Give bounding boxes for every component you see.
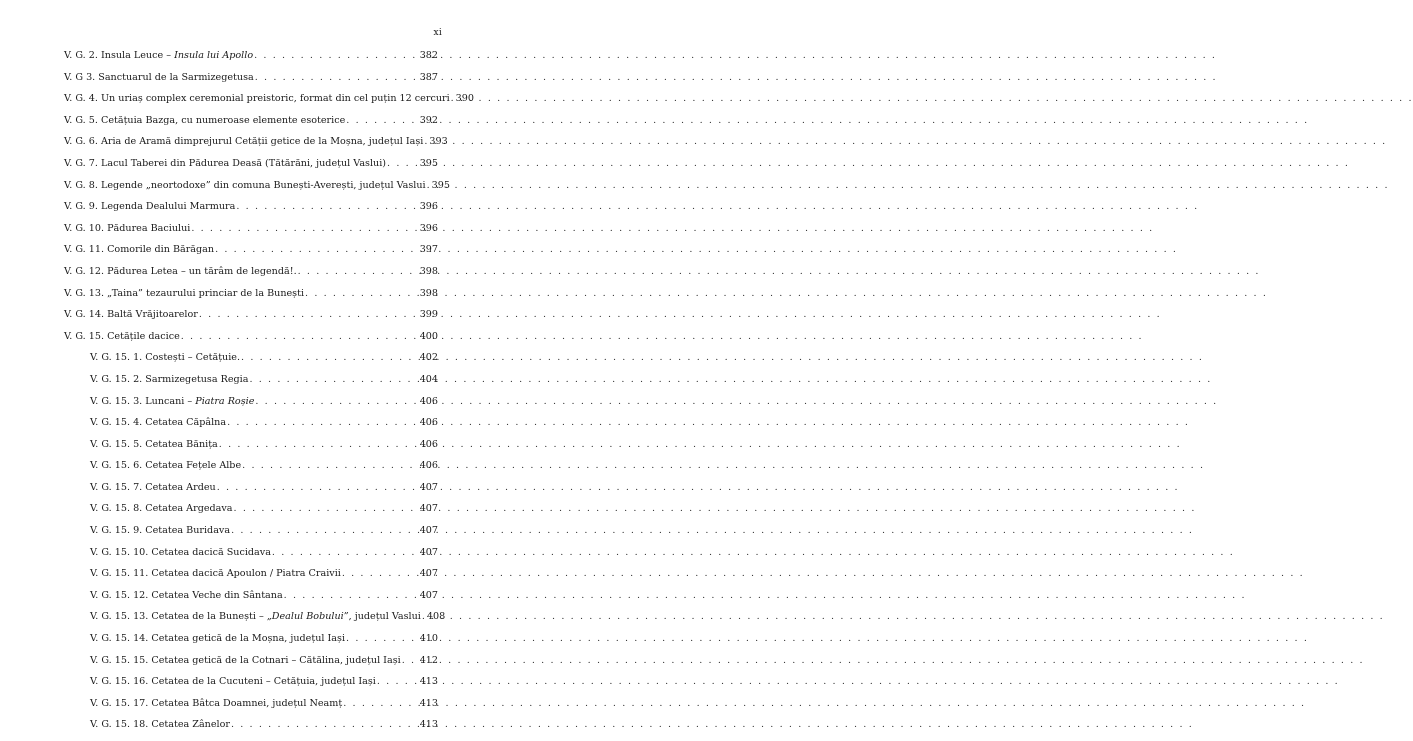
page-number: xi xyxy=(433,28,442,38)
toc-entry-title-italic: Insula lui Apollo xyxy=(174,50,254,61)
toc-entry-title xyxy=(64,115,345,126)
toc-entry-title-text: V. G. 15. 16. Cetatea de la Cucuteni – Cetățuia, județul Iași xyxy=(90,676,376,688)
toc-entry-title xyxy=(64,136,423,147)
toc-dot-leader xyxy=(272,547,419,558)
toc-entry-page: 406 xyxy=(419,395,438,407)
toc-dot-leader xyxy=(342,568,419,579)
toc-entry-title-text: V. G. 10. Pădurea Baciului xyxy=(64,222,191,234)
toc-entry-title xyxy=(90,460,241,471)
toc-entry-title-text: V. G. 15. 6. Cetatea Fețele Albe xyxy=(90,460,242,472)
toc-dot-leader xyxy=(254,50,419,61)
toc-entry[interactable] xyxy=(64,590,438,612)
toc-entry[interactable] xyxy=(64,568,438,590)
toc-entry-page: 397 xyxy=(419,244,438,256)
toc-dot-leader xyxy=(217,482,419,493)
toc-dot-leader xyxy=(298,266,419,277)
toc-entry-title-text: , județul Vaslui xyxy=(348,611,421,623)
toc-entry-title xyxy=(64,158,386,169)
toc-entry-title xyxy=(90,633,345,644)
toc-dot-leader xyxy=(427,180,431,191)
toc-entry-title xyxy=(90,568,341,579)
toc-entry-page: 402 xyxy=(419,352,438,364)
toc-entry-page: 400 xyxy=(419,330,438,342)
toc-entry-page: 408 xyxy=(426,611,446,623)
toc-entry-title-text: V. G. 15. 10. Cetatea dacică Sucidava xyxy=(90,546,271,558)
toc-dot-leader xyxy=(422,611,426,622)
toc-dot-leader xyxy=(402,655,419,666)
toc-entry-title xyxy=(64,180,426,191)
toc-entry-title xyxy=(90,547,271,558)
toc-entry[interactable] xyxy=(64,460,438,482)
toc-entry-page: 395 xyxy=(431,179,450,191)
toc-entry-title-text: V. G. 4. Un uriaș complex ceremonial preistoric, format din cel puțin 12 cercuri xyxy=(64,93,450,105)
toc-dot-leader xyxy=(255,72,419,83)
toc-entry-title-text: V. G 3. Sanctuarul de la Sarmizegetusa xyxy=(64,71,254,83)
toc-entry[interactable] xyxy=(64,223,438,245)
toc-entry-title xyxy=(64,72,254,83)
toc-entry-page: 407 xyxy=(419,481,438,493)
toc-entry-page: 396 xyxy=(419,222,438,234)
toc-entry-page: 392 xyxy=(419,114,438,126)
toc-dot-leader xyxy=(227,417,419,428)
toc-entry[interactable] xyxy=(64,676,438,698)
toc-entry-title-text: V. G. 15. 18. Cetatea Zânelor xyxy=(90,719,230,731)
toc-entry[interactable] xyxy=(64,352,438,374)
toc-entry-page: 395 xyxy=(419,157,438,169)
toc-entry-title-text: V. G. 15. 17. Cetatea Bâtca Doamnei, județul Neamț xyxy=(90,697,343,709)
toc-dot-leader xyxy=(387,158,419,169)
toc-entry-page: 407 xyxy=(419,589,438,601)
toc-entry[interactable] xyxy=(64,439,438,461)
toc-dot-leader xyxy=(181,331,419,342)
toc-entry[interactable] xyxy=(64,244,438,266)
toc-entry-title-text: V. G. 15. 7. Cetatea Ardeu xyxy=(90,481,216,493)
toc-entry[interactable] xyxy=(64,374,438,396)
toc-entry-title-text: V. G. 15. 5. Cetatea Bănița xyxy=(90,438,218,450)
toc-entry-title xyxy=(90,352,240,363)
toc-entry[interactable] xyxy=(64,482,438,504)
toc-entry-title xyxy=(90,698,342,709)
toc-dot-leader xyxy=(241,352,419,363)
toc-entry-title-text: V. G. 15. 1. Costești – Cetățuie. xyxy=(90,352,241,364)
toc-entry[interactable] xyxy=(64,655,438,677)
toc-entry-title xyxy=(64,93,450,104)
toc-entry[interactable] xyxy=(64,417,438,439)
toc-entry-page: 413 xyxy=(419,676,438,688)
toc-entry[interactable] xyxy=(64,525,438,547)
toc-entry[interactable] xyxy=(64,547,438,569)
toc-dot-leader xyxy=(219,439,419,450)
toc-entry-title xyxy=(64,266,297,277)
toc-entry[interactable] xyxy=(64,136,448,158)
toc-entry-title xyxy=(64,201,235,212)
toc-entry-title-text: V. G. 15. 8. Cetatea Argedava xyxy=(90,503,233,515)
toc-entry-page: 406 xyxy=(419,438,438,450)
toc-entry-page: 387 xyxy=(419,71,438,83)
toc-entry-page: 404 xyxy=(419,373,438,385)
toc-dot-leader xyxy=(234,503,419,514)
toc-dot-leader xyxy=(199,309,419,320)
toc-entry[interactable] xyxy=(64,331,438,353)
toc-entry[interactable] xyxy=(64,50,438,72)
toc-entry-title xyxy=(90,719,230,730)
toc-entry-page: 412 xyxy=(419,654,438,666)
toc-dot-leader xyxy=(191,223,418,234)
toc-dot-leader xyxy=(343,698,418,709)
toc-entry-page: 406 xyxy=(419,417,438,429)
toc-entry-title xyxy=(64,288,304,299)
toc-entry-page: 406 xyxy=(419,460,438,472)
toc-entry-page: 399 xyxy=(419,309,438,321)
toc-entry[interactable] xyxy=(64,158,438,180)
toc-entry-title xyxy=(64,50,253,61)
toc-entry[interactable] xyxy=(64,93,474,115)
toc-entry[interactable] xyxy=(64,288,438,310)
toc-entry[interactable] xyxy=(64,309,438,331)
toc-entry[interactable] xyxy=(64,611,446,633)
toc-dot-leader xyxy=(424,136,428,147)
toc-entry[interactable] xyxy=(64,179,450,202)
table-of-contents xyxy=(64,50,474,741)
toc-entry[interactable] xyxy=(64,72,438,94)
toc-entry[interactable] xyxy=(64,503,438,525)
toc-entry-page: 393 xyxy=(429,136,448,148)
toc-dot-leader xyxy=(236,201,418,212)
toc-entry[interactable] xyxy=(64,719,438,741)
toc-dot-leader xyxy=(255,396,418,407)
toc-entry-title-text: V. G. 13. „Taina” tezaurului princiar de la Bunești xyxy=(64,287,305,299)
toc-entry-title-text: V. G. 5. Cetățuia Bazga, cu numeroase elemente esoterice xyxy=(64,114,346,126)
toc-entry-page: 407 xyxy=(419,525,438,537)
toc-entry-page: 396 xyxy=(419,201,438,213)
toc-entry-page: 407 xyxy=(419,568,438,580)
toc-entry-title-text: V. G. 12. Pădurea Letea – un tărâm de legendă!. xyxy=(64,265,297,277)
toc-dot-leader xyxy=(215,244,419,255)
toc-entry[interactable] xyxy=(64,266,438,288)
toc-entry-title xyxy=(90,374,248,385)
toc-entry-title xyxy=(64,331,180,342)
toc-entry-title xyxy=(64,309,198,320)
toc-entry-title xyxy=(90,590,283,601)
toc-entry-title-text: V. G. 15. 11. Cetatea dacică Apoulon / Piatra Craivii xyxy=(90,568,341,580)
toc-entry-title-text: V. G. 15. 13. Cetatea de la Bunești – xyxy=(90,611,267,623)
toc-entry-title-text: V. G. 8. Legende „neortodoxe” din comuna Bunești-Averești, județul Vaslui xyxy=(64,179,426,191)
toc-entry-title xyxy=(90,525,230,536)
toc-entry-page: 390 xyxy=(455,93,474,105)
toc-dot-leader xyxy=(231,719,419,730)
toc-entry-title-text: V. G. 15. 12. Cetatea Veche din Sântana xyxy=(90,589,283,601)
toc-entry-page: 410 xyxy=(419,633,438,645)
toc-entry-title-text: V. G. 14. Baltă Vrăjitoarelor xyxy=(64,309,198,321)
toc-entry-title xyxy=(90,503,233,514)
toc-dot-leader xyxy=(377,676,419,687)
toc-entry-page: 407 xyxy=(419,546,438,558)
toc-entry[interactable] xyxy=(64,201,438,223)
toc-dot-leader xyxy=(249,374,418,385)
toc-entry-page: 407 xyxy=(419,503,438,515)
toc-entry-page: 382 xyxy=(419,50,438,61)
toc-entry-title-text: V. G. 6. Aria de Aramă dimprejurul Cetății getice de la Moșna, județul Iași xyxy=(64,136,424,148)
toc-entry-title xyxy=(90,396,254,407)
toc-entry-title-text: V. G. 15. 2. Sarmizegetusa Regia xyxy=(90,373,249,385)
toc-entry[interactable] xyxy=(64,633,438,655)
toc-entry-title-text: V. G. 2. Insula Leuce – xyxy=(64,50,175,61)
toc-entry-title-text: V. G. 15. 4. Cetatea Căpâlna xyxy=(90,417,227,429)
toc-entry-title xyxy=(90,417,226,428)
toc-dot-leader xyxy=(346,115,418,126)
toc-entry-title xyxy=(64,244,214,255)
toc-dot-leader xyxy=(346,633,419,644)
toc-entry[interactable] xyxy=(64,115,438,137)
toc-entry-page: 413 xyxy=(419,697,438,709)
toc-entry-title xyxy=(90,611,421,622)
toc-entry-page: 413 xyxy=(419,719,438,731)
toc-entry-page: 398 xyxy=(419,265,438,277)
toc-entry-title xyxy=(90,676,376,687)
toc-dot-leader xyxy=(284,590,419,601)
toc-entry-title-text: V. G. 9. Legenda Dealului Marmura xyxy=(64,201,236,213)
toc-dot-leader xyxy=(242,460,419,471)
toc-entry-title-text: V. G. 15. 9. Cetatea Buridava xyxy=(90,525,231,537)
toc-entry-title-text: V. G. 15. 15. Cetatea getică de la Cotnari – Cătălina, județul Iași xyxy=(90,654,401,666)
toc-entry-title xyxy=(90,482,216,493)
toc-entry[interactable] xyxy=(64,396,438,418)
toc-dot-leader xyxy=(231,525,419,536)
toc-entry-title-text: V. G. 15. 14. Cetatea getică de la Moșna, județul Iași xyxy=(90,633,346,645)
toc-dot-leader xyxy=(451,93,455,104)
toc-entry-title-italic: „Dealul Bobului” xyxy=(266,611,349,623)
toc-entry[interactable] xyxy=(64,698,438,720)
toc-entry-title xyxy=(64,223,190,234)
toc-dot-leader xyxy=(305,288,419,299)
toc-entry-title-italic: Piatra Roșie xyxy=(195,395,255,407)
toc-entry-page: 398 xyxy=(419,287,438,299)
toc-entry-title-text: V. G. 11. Comorile din Bărăgan xyxy=(64,244,215,256)
toc-entry-title xyxy=(90,655,401,666)
toc-entry-title-text: V. G. 15. Cetățile dacice xyxy=(64,330,180,342)
toc-entry-title xyxy=(90,439,218,450)
toc-entry-title-text: V. G. 15. 3. Luncani – xyxy=(90,395,196,407)
toc-entry-title-text: V. G. 7. Lacul Taberei din Pădurea Deasă (Tătărăni, județul Vaslui) xyxy=(64,157,387,169)
